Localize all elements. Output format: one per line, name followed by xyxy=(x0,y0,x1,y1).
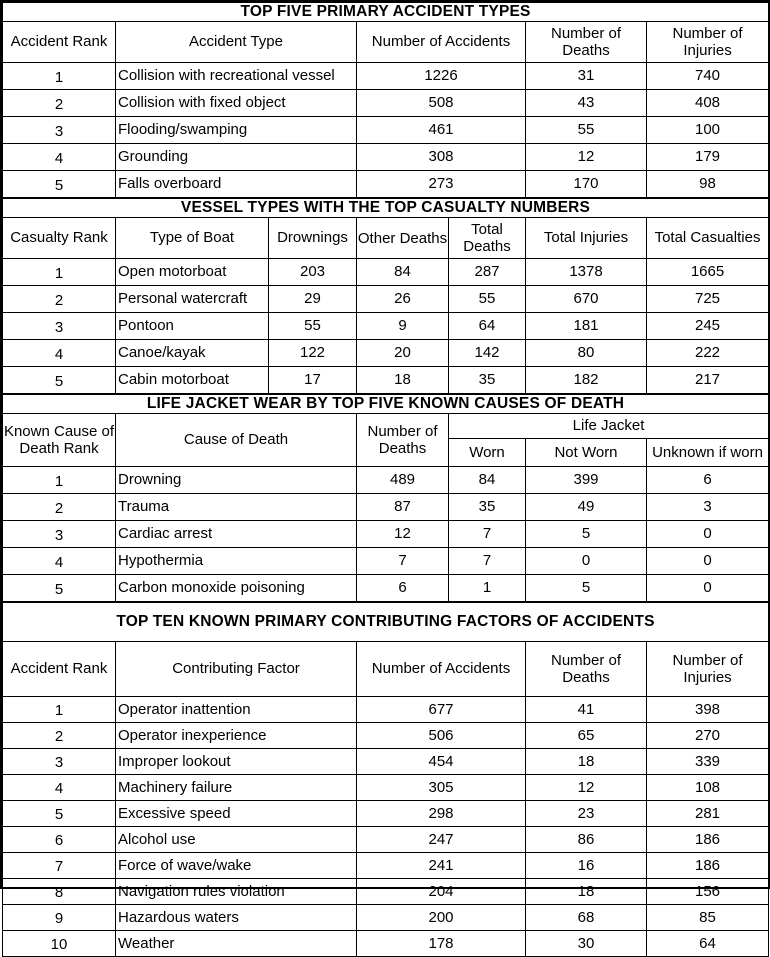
rank-cell: 3 xyxy=(3,749,116,775)
table-cell: Personal watercraft xyxy=(116,286,269,313)
table-row xyxy=(3,259,769,286)
rank-cell: 2 xyxy=(3,286,116,313)
table-cell: 170 xyxy=(526,171,647,198)
table-cell: 740 xyxy=(647,63,769,90)
table-cell: 186 xyxy=(647,853,769,879)
table-cell: 489 xyxy=(357,467,449,494)
table-row xyxy=(3,467,769,494)
table-cell: 217 xyxy=(647,367,769,394)
table-cell: 18 xyxy=(526,879,647,905)
table-cell: Operator inexperience xyxy=(116,723,357,749)
table-cell: Trauma xyxy=(116,494,357,521)
column-header: Number of Deaths xyxy=(526,642,647,697)
vessel-types-header-row xyxy=(3,218,769,259)
table-cell: Cardiac arrest xyxy=(116,521,357,548)
table-row xyxy=(3,63,769,90)
rank-cell: 1 xyxy=(3,467,116,494)
rank-cell: 6 xyxy=(3,827,116,853)
rank-cell: 1 xyxy=(3,697,116,723)
table-cell: 186 xyxy=(647,827,769,853)
table-cell: Carbon monoxide poisoning xyxy=(116,575,357,602)
table-cell: 270 xyxy=(647,723,769,749)
table-row xyxy=(3,313,769,340)
rank-cell: 5 xyxy=(3,801,116,827)
table-cell: Pontoon xyxy=(116,313,269,340)
table-cell: 35 xyxy=(449,494,526,521)
table-cell: 1665 xyxy=(647,259,769,286)
table-cell: 55 xyxy=(269,313,357,340)
table-row xyxy=(3,905,769,931)
table-row xyxy=(3,801,769,827)
table-cell: 29 xyxy=(269,286,357,313)
table-cell: Navigation rules violation xyxy=(116,879,357,905)
table-cell: Canoe/kayak xyxy=(116,340,269,367)
table-cell: 725 xyxy=(647,286,769,313)
vessel-types-title: VESSEL TYPES WITH THE TOP CASUALTY NUMBERS xyxy=(3,199,769,218)
rank-cell: 8 xyxy=(3,879,116,905)
table-cell: 461 xyxy=(357,117,526,144)
table-cell: 7 xyxy=(357,548,449,575)
rank-cell: 3 xyxy=(3,117,116,144)
column-header: Number of Accidents xyxy=(357,642,526,697)
accident-types-title: TOP FIVE PRIMARY ACCIDENT TYPES xyxy=(3,3,769,22)
table-cell: Hypothermia xyxy=(116,548,357,575)
table-cell: 245 xyxy=(647,313,769,340)
table-cell: 508 xyxy=(357,90,526,117)
table-cell: 181 xyxy=(526,313,647,340)
column-header: Drownings xyxy=(269,218,357,259)
table-cell: 273 xyxy=(357,171,526,198)
table-cell: 247 xyxy=(357,827,526,853)
table-row xyxy=(3,117,769,144)
table-cell: 398 xyxy=(647,697,769,723)
table-cell: 408 xyxy=(647,90,769,117)
table-cell: 41 xyxy=(526,697,647,723)
table-row xyxy=(3,494,769,521)
table-cell: 5 xyxy=(526,575,647,602)
rank-cell: 4 xyxy=(3,548,116,575)
table-cell: 12 xyxy=(357,521,449,548)
table-cell: 65 xyxy=(526,723,647,749)
rank-cell: 10 xyxy=(3,931,116,957)
column-header: Not Worn xyxy=(526,439,647,467)
table-row xyxy=(3,286,769,313)
table-row xyxy=(3,575,769,602)
column-header: Cause of Death xyxy=(116,414,357,467)
table-cell: 84 xyxy=(357,259,449,286)
table-row xyxy=(3,931,769,957)
table-cell: 454 xyxy=(357,749,526,775)
accident-types-header-row xyxy=(3,22,769,63)
column-header: Number of Injuries xyxy=(647,642,769,697)
table-cell: 64 xyxy=(647,931,769,957)
rank-cell: 3 xyxy=(3,521,116,548)
table-cell: 18 xyxy=(357,367,449,394)
table-cell: Alcohol use xyxy=(116,827,357,853)
table-cell: 281 xyxy=(647,801,769,827)
table-cell: 31 xyxy=(526,63,647,90)
rank-cell: 4 xyxy=(3,340,116,367)
table-row xyxy=(3,367,769,394)
table-cell: 12 xyxy=(526,144,647,171)
table-cell: Open motorboat xyxy=(116,259,269,286)
table-cell: 0 xyxy=(647,575,769,602)
table-cell: 156 xyxy=(647,879,769,905)
life-jacket-group-header: Life Jacket xyxy=(449,414,769,439)
table-cell: 86 xyxy=(526,827,647,853)
table-cell: 182 xyxy=(526,367,647,394)
rank-cell: 3 xyxy=(3,313,116,340)
table-cell: 20 xyxy=(357,340,449,367)
table-cell: Force of wave/wake xyxy=(116,853,357,879)
table-row xyxy=(3,775,769,801)
table-row xyxy=(3,749,769,775)
column-header: Total Deaths xyxy=(449,218,526,259)
table-cell: 204 xyxy=(357,879,526,905)
table-cell: Falls overboard xyxy=(116,171,357,198)
table-cell: 7 xyxy=(449,521,526,548)
table-cell: 87 xyxy=(357,494,449,521)
column-header: Total Casualties xyxy=(647,218,769,259)
table-cell: 241 xyxy=(357,853,526,879)
column-header: Number of Accidents xyxy=(357,22,526,63)
table-cell: 399 xyxy=(526,467,647,494)
table-cell: 12 xyxy=(526,775,647,801)
rank-cell: 9 xyxy=(3,905,116,931)
rank-cell: 5 xyxy=(3,367,116,394)
column-header: Other Deaths xyxy=(357,218,449,259)
table-row xyxy=(3,521,769,548)
column-header: Known Cause of Death Rank xyxy=(3,414,116,467)
table-cell: 1 xyxy=(449,575,526,602)
table-cell: Grounding xyxy=(116,144,357,171)
table-cell: 6 xyxy=(647,467,769,494)
rank-cell: 4 xyxy=(3,144,116,171)
column-header: Accident Rank xyxy=(3,642,116,697)
table-cell: 1378 xyxy=(526,259,647,286)
table-cell: 677 xyxy=(357,697,526,723)
table-cell: 222 xyxy=(647,340,769,367)
table-cell: 26 xyxy=(357,286,449,313)
table-row xyxy=(3,697,769,723)
table-cell: 339 xyxy=(647,749,769,775)
table-cell: 200 xyxy=(357,905,526,931)
column-header: Accident Rank xyxy=(3,22,116,63)
column-header: Number of Deaths xyxy=(526,22,647,63)
rank-cell: 2 xyxy=(3,723,116,749)
table-row xyxy=(3,90,769,117)
table-cell: 80 xyxy=(526,340,647,367)
contributing-factors-table xyxy=(2,602,769,957)
table-cell: 298 xyxy=(357,801,526,827)
table-cell: 49 xyxy=(526,494,647,521)
table-cell: Collision with recreational vessel xyxy=(116,63,357,90)
table-cell: 35 xyxy=(449,367,526,394)
table-row xyxy=(3,171,769,198)
table-cell: 23 xyxy=(526,801,647,827)
table-cell: Machinery failure xyxy=(116,775,357,801)
life-jacket-title: LIFE JACKET WEAR BY TOP FIVE KNOWN CAUSES OF DEATH xyxy=(3,395,769,414)
table-cell: 670 xyxy=(526,286,647,313)
table-cell: 17 xyxy=(269,367,357,394)
table-cell: 203 xyxy=(269,259,357,286)
rank-cell: 4 xyxy=(3,775,116,801)
table-cell: Improper lookout xyxy=(116,749,357,775)
table-cell: 30 xyxy=(526,931,647,957)
table-cell: 7 xyxy=(449,548,526,575)
table-cell: 85 xyxy=(647,905,769,931)
column-header: Unknown if worn xyxy=(647,439,769,467)
table-cell: Collision with fixed object xyxy=(116,90,357,117)
table-cell: Drowning xyxy=(116,467,357,494)
table-cell: 0 xyxy=(647,521,769,548)
table-cell: Flooding/swamping xyxy=(116,117,357,144)
table-cell: 5 xyxy=(526,521,647,548)
table-cell: Cabin motorboat xyxy=(116,367,269,394)
table-cell: 55 xyxy=(449,286,526,313)
table-row xyxy=(3,723,769,749)
column-header: Casualty Rank xyxy=(3,218,116,259)
table-row xyxy=(3,548,769,575)
table-cell: 506 xyxy=(357,723,526,749)
table-cell: Hazardous waters xyxy=(116,905,357,931)
life-jacket-table xyxy=(2,394,769,602)
table-cell: 18 xyxy=(526,749,647,775)
table-cell: 0 xyxy=(647,548,769,575)
column-header: Type of Boat xyxy=(116,218,269,259)
column-header: Contributing Factor xyxy=(116,642,357,697)
rank-cell: 5 xyxy=(3,171,116,198)
column-header: Total Injuries xyxy=(526,218,647,259)
table-cell: 6 xyxy=(357,575,449,602)
table-cell: 108 xyxy=(647,775,769,801)
contributing-factors-title: TOP TEN KNOWN PRIMARY CONTRIBUTING FACTORS OF ACCIDENTS xyxy=(3,603,769,642)
table-cell: 308 xyxy=(357,144,526,171)
table-cell: 122 xyxy=(269,340,357,367)
table-row xyxy=(3,144,769,171)
rank-cell: 7 xyxy=(3,853,116,879)
table-cell: 16 xyxy=(526,853,647,879)
table-cell: 305 xyxy=(357,775,526,801)
table-cell: 84 xyxy=(449,467,526,494)
column-header: Number of Injuries xyxy=(647,22,769,63)
table-cell: 55 xyxy=(526,117,647,144)
table-cell: 64 xyxy=(449,313,526,340)
table-cell: 9 xyxy=(357,313,449,340)
table-cell: 43 xyxy=(526,90,647,117)
table-row xyxy=(3,340,769,367)
life-jacket-header-row xyxy=(3,414,769,439)
column-header: Worn xyxy=(449,439,526,467)
rank-cell: 1 xyxy=(3,63,116,90)
table-cell: Operator inattention xyxy=(116,697,357,723)
table-cell: 100 xyxy=(647,117,769,144)
table-cell: 179 xyxy=(647,144,769,171)
table-row xyxy=(3,827,769,853)
table-cell: 287 xyxy=(449,259,526,286)
column-header: Number of Deaths xyxy=(357,414,449,467)
table-cell: 142 xyxy=(449,340,526,367)
vessel-types-table xyxy=(2,198,769,394)
accident-types-table xyxy=(2,2,769,198)
rank-cell: 2 xyxy=(3,90,116,117)
rank-cell: 5 xyxy=(3,575,116,602)
table-cell: 98 xyxy=(647,171,769,198)
table-cell: Weather xyxy=(116,931,357,957)
table-cell: 0 xyxy=(526,548,647,575)
table-cell: 1226 xyxy=(357,63,526,90)
table-cell: 178 xyxy=(357,931,526,957)
table-row xyxy=(3,879,769,905)
column-header: Accident Type xyxy=(116,22,357,63)
table-row xyxy=(3,853,769,879)
table-cell: 68 xyxy=(526,905,647,931)
rank-cell: 1 xyxy=(3,259,116,286)
table-cell: 3 xyxy=(647,494,769,521)
contributing-factors-header-row xyxy=(3,642,769,697)
table-cell: Excessive speed xyxy=(116,801,357,827)
rank-cell: 2 xyxy=(3,494,116,521)
